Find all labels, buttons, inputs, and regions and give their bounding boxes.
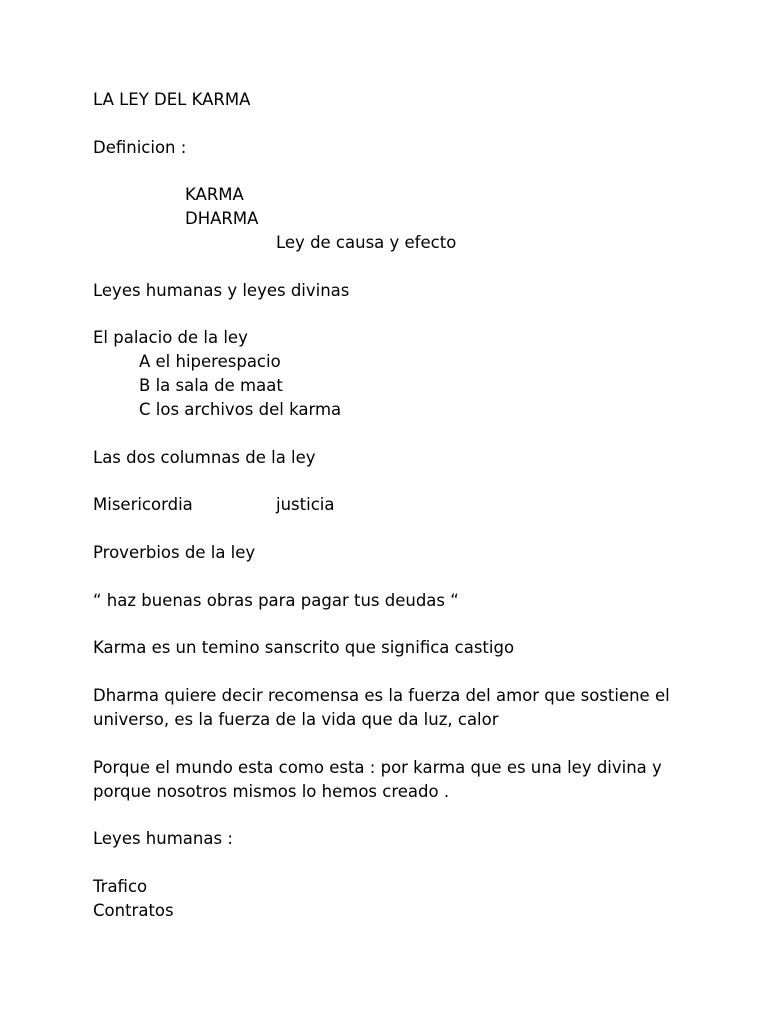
proverbio-quote: “ haz buenas obras para pagar tus deudas “ [93,591,459,610]
definicion-sub: Ley de causa y efecto [276,233,457,252]
definicion-heading: Definicion : [93,138,187,157]
columna-justicia: justicia [276,495,335,514]
leyes-humanas-item-contratos: Contratos [93,901,174,920]
leyes-humanas-item-trafico: Trafico [93,877,148,896]
definicion-item-dharma: DHARMA [185,209,259,228]
columna-misericordia: Misericordia [93,495,193,514]
columnas-heading: Las dos columnas de la ley [93,448,316,467]
palacio-item-a: A el hiperespacio [139,352,281,371]
proverbios-heading: Proverbios de la ley [93,543,256,562]
document-title: LA LEY DEL KARMA [93,90,251,109]
dharma-definition-line-2: universo, es la fuerza de la vida que da luz, calor [93,710,499,729]
palacio-heading: El palacio de la ley [93,328,248,347]
definicion-item-karma: KARMA [185,185,244,204]
dharma-definition-line-1: Dharma quiere decir recomensa es la fuerza del amor que sostiene el [93,686,670,705]
palacio-item-b: B la sala de maat [139,376,283,395]
leyes-humanas-heading: Leyes humanas : [93,829,233,848]
porque-line-1: Porque el mundo esta como esta : por karma que es una ley divina y [93,758,662,777]
leyes-humanas-divinas: Leyes humanas y leyes divinas [93,281,350,300]
karma-definition: Karma es un temino sanscrito que significa castigo [93,638,515,657]
palacio-item-c: C los archivos del karma [139,400,342,419]
porque-line-2: porque nosotros mismos lo hemos creado . [93,782,450,801]
